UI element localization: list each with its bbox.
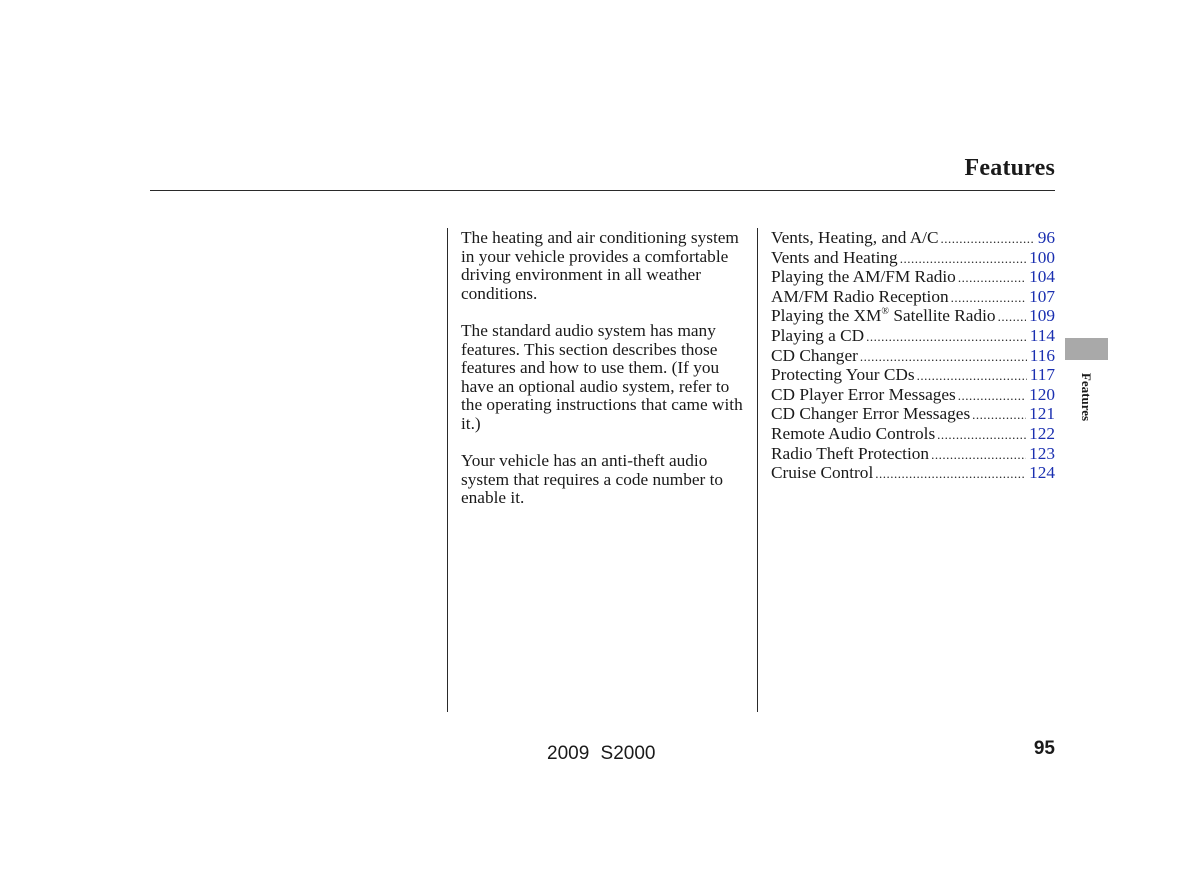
toc-leader-dots — [941, 230, 1034, 249]
intro-paragraph-antitheft: Your vehicle has an anti-theft audio system that requires a code number to enable it. — [461, 451, 724, 508]
toc-item-label: Remote Audio Controls — [771, 424, 936, 443]
footer-model: 2009 S2000 — [547, 743, 656, 764]
toc-page-link[interactable]: 117 — [1029, 366, 1055, 385]
toc-leader-dots — [917, 367, 1027, 386]
toc-item-label: Vents, Heating, and A/C — [771, 229, 939, 247]
toc-leader-dots — [860, 348, 1027, 367]
toc-leader-dots — [958, 269, 1026, 288]
toc-item[interactable] — [771, 249, 1055, 269]
toc-page-link[interactable]: 122 — [1029, 424, 1055, 443]
toc-item[interactable] — [771, 445, 1055, 465]
toc-leader-dots — [972, 406, 1026, 425]
toc-item[interactable] — [771, 288, 1055, 308]
section-tab-label: Features — [1079, 372, 1094, 422]
toc-item-label: Playing the AM/FM Radio — [771, 268, 956, 287]
toc-item-label: Radio Theft Protection — [771, 444, 930, 463]
toc-item[interactable] — [771, 229, 1055, 249]
toc-item-label: CD Changer Error Messages — [771, 405, 971, 424]
toc-page-link[interactable]: 124 — [1029, 464, 1055, 483]
toc-page-link[interactable]: 100 — [1029, 248, 1055, 267]
toc-item-label: CD Player Error Messages — [771, 385, 956, 404]
toc-item-label: Cruise Control — [771, 464, 874, 483]
toc-item[interactable] — [771, 425, 1055, 445]
toc-leader-dots — [951, 289, 1026, 308]
toc-page-link[interactable]: 109 — [1029, 307, 1055, 326]
toc-item-label: Playing a CD — [771, 326, 865, 345]
toc-leader-dots — [900, 250, 1026, 269]
toc-page-link[interactable]: 96 — [1037, 229, 1055, 247]
toc-item[interactable] — [771, 347, 1055, 367]
column-divider-left — [447, 228, 448, 712]
toc-item-label: Protecting Your CDs — [771, 366, 915, 385]
toc-page-link[interactable]: 107 — [1029, 287, 1055, 306]
toc-item-label — [771, 307, 996, 326]
toc-leader-dots — [866, 328, 1027, 347]
toc-item[interactable] — [771, 268, 1055, 288]
toc-item[interactable] — [771, 405, 1055, 425]
toc-page-link[interactable]: 121 — [1029, 405, 1055, 424]
toc-item[interactable] — [771, 327, 1055, 347]
toc-item[interactable] — [771, 386, 1055, 406]
registered-mark: ® — [881, 307, 890, 318]
toc-item-label: Vents and Heating — [771, 248, 898, 267]
toc-leader-dots — [931, 446, 1026, 465]
column-divider-middle — [757, 228, 758, 712]
page-number: 95 — [1033, 738, 1055, 759]
page-title: Features — [964, 155, 1055, 181]
toc-leader-dots — [998, 308, 1027, 327]
toc-item-label: CD Changer — [771, 346, 858, 365]
table-of-contents — [771, 229, 1055, 484]
toc-page-link[interactable]: 120 — [1029, 385, 1055, 404]
toc-leader-dots — [937, 426, 1026, 445]
section-tab-marker — [1065, 338, 1108, 360]
toc-page-link[interactable]: 104 — [1029, 268, 1055, 287]
toc-item-label-part: Satellite Radio — [889, 307, 996, 326]
toc-leader-dots — [875, 465, 1026, 484]
toc-page-link[interactable]: 114 — [1029, 326, 1055, 345]
toc-item-label: AM/FM Radio Reception — [771, 287, 949, 306]
toc-item[interactable] — [771, 464, 1055, 484]
toc-item-label-part: Playing the XM — [771, 307, 882, 326]
intro-text — [461, 229, 751, 527]
toc-leader-dots — [958, 387, 1026, 406]
toc-item[interactable] — [771, 307, 1055, 327]
header-divider — [150, 190, 1055, 191]
toc-page-link[interactable]: 123 — [1029, 444, 1055, 463]
toc-item[interactable] — [771, 366, 1055, 386]
toc-page-link[interactable]: 116 — [1029, 346, 1055, 365]
intro-paragraph-heating: The heating and air conditioning system in your vehicle provides a comfortable driving environment in all weather conditions. — [461, 228, 739, 303]
intro-paragraph-audio: The standard audio system has many features. This section describes those features and how to use them. (If you have an optional audio system, refer to the operating instructions that came with it.) — [461, 320, 743, 433]
